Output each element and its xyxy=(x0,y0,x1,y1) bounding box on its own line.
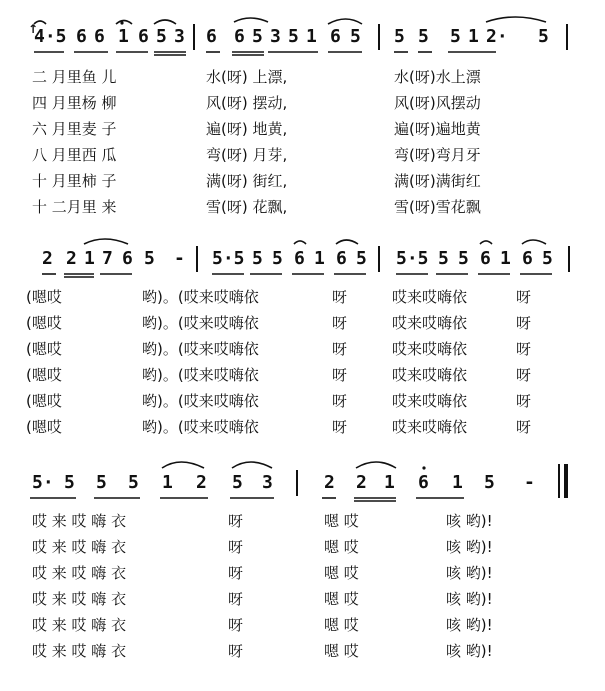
lyric-text: 嗯 哎 xyxy=(324,564,359,582)
notation-marks-3 xyxy=(0,462,605,506)
note: 5 xyxy=(484,472,495,493)
note: 6 xyxy=(206,26,217,47)
lyric-text: 风(呀)风摆动 xyxy=(394,94,481,112)
lyric-text: (嗯哎 xyxy=(26,314,62,332)
lyric-text: 咳 哟)! xyxy=(446,538,493,556)
note: 1 xyxy=(500,248,511,269)
lyric-text: 哎来哎嗨依 xyxy=(392,392,468,410)
lyric-text: 水(呀)水上漂 xyxy=(394,68,481,86)
lyric-text: 遍(呀) 地黄, xyxy=(206,120,288,138)
lyric-text: 哎 来 哎 嗨 衣 xyxy=(32,642,127,660)
note: 5 xyxy=(542,248,553,269)
note: 5 xyxy=(356,248,367,269)
lyric-text: 呀 xyxy=(332,340,348,358)
note: 5·5 xyxy=(212,248,245,269)
lyric-text: 十 二月里 来 xyxy=(32,198,117,216)
note: - xyxy=(174,248,185,269)
lyric-text: 呀 xyxy=(332,392,348,410)
note: 2 xyxy=(324,472,335,493)
lyric-text: 呀 xyxy=(516,418,532,436)
note: 5 xyxy=(64,472,75,493)
note: 6 xyxy=(122,248,133,269)
lyric-text: (嗯哎 xyxy=(26,392,62,410)
note: 1 xyxy=(84,248,95,269)
lyric-text: 水(呀) 上漂, xyxy=(206,68,288,86)
lyric-text: 呀 xyxy=(228,616,244,634)
note: 5 xyxy=(438,248,449,269)
lyric-text: 哎来哎嗨依 xyxy=(392,340,468,358)
lyric-text: 咳 哟)! xyxy=(446,616,493,634)
note: 5 xyxy=(128,472,139,493)
lyric-text: 咳 哟)! xyxy=(446,512,493,530)
note: 6 xyxy=(336,248,347,269)
lyric-text: 十 月里柿 子 xyxy=(32,172,117,190)
note: 5 xyxy=(288,26,299,47)
note: - xyxy=(524,472,535,493)
system-1 xyxy=(0,16,605,226)
note: 5 xyxy=(350,26,361,47)
note: 6 xyxy=(418,472,429,493)
lyric-text: 呀 xyxy=(332,288,348,306)
lyric-text: 哎来哎嗨依 xyxy=(392,314,468,332)
note: 2 xyxy=(42,248,53,269)
note: 5· xyxy=(32,472,54,493)
note: 2 xyxy=(196,472,207,493)
lyric-text: 呀 xyxy=(228,512,244,530)
lyric-text: 哟)。(哎来哎嗨依 xyxy=(142,314,259,332)
lyric-text: 哟)。(哎来哎嗨依 xyxy=(142,418,259,436)
lyric-text: 满(呀)满街红 xyxy=(394,172,481,190)
note: 1 xyxy=(468,26,479,47)
lyric-text: 满(呀) 街红, xyxy=(206,172,288,190)
lyric-text: 嗯 哎 xyxy=(324,642,359,660)
lyric-text: (嗯哎 xyxy=(26,340,62,358)
lyric-text: 八 月里西 瓜 xyxy=(32,146,117,164)
note: 2· xyxy=(486,26,508,47)
lyric-text: 呀 xyxy=(516,314,532,332)
note: 3 xyxy=(174,26,185,47)
system-3 xyxy=(0,462,605,677)
note: 1 xyxy=(314,248,325,269)
note: 5 xyxy=(252,248,263,269)
lyric-text: 呀 xyxy=(228,538,244,556)
lyric-text: 雪(呀) 花飘, xyxy=(206,198,288,216)
lyric-text: 二 月里鱼 儿 xyxy=(32,68,117,86)
lyric-text: 嗯 哎 xyxy=(324,538,359,556)
note: 3 xyxy=(262,472,273,493)
note: 1 xyxy=(162,472,173,493)
note: 7 xyxy=(102,248,113,269)
lyric-text: 弯(呀) 月芽, xyxy=(206,146,288,164)
note: 5 xyxy=(232,472,243,493)
lyric-text: 哟)。(哎来哎嗨依 xyxy=(142,392,259,410)
note: 4·5 xyxy=(34,26,67,47)
notation-line-3 xyxy=(0,462,605,504)
lyric-text: 哟)。(哎来哎嗨依 xyxy=(142,288,259,306)
note: 5 xyxy=(156,26,167,47)
note: 6 xyxy=(294,248,305,269)
note: 1 xyxy=(118,26,129,47)
notation-marks-2 xyxy=(0,238,605,282)
note: 5 xyxy=(252,26,263,47)
lyric-text: 哎 来 哎 嗨 衣 xyxy=(32,590,127,608)
lyric-text: 嗯 哎 xyxy=(324,590,359,608)
lyric-text: 呀 xyxy=(228,642,244,660)
lyric-text: 哎来哎嗨依 xyxy=(392,418,468,436)
lyric-text: (嗯哎 xyxy=(26,288,62,306)
lyric-text: 呀 xyxy=(332,418,348,436)
note: 2 xyxy=(356,472,367,493)
note: 5 xyxy=(458,248,469,269)
lyric-text: 呀 xyxy=(516,366,532,384)
note: 5 xyxy=(272,248,283,269)
lyric-text: 呀 xyxy=(516,392,532,410)
note: 1 xyxy=(452,472,463,493)
lyric-text: 哎 来 哎 嗨 衣 xyxy=(32,512,127,530)
system-2 xyxy=(0,238,605,448)
lyric-text: (嗯哎 xyxy=(26,418,62,436)
lyric-text: 雪(呀)雪花飘 xyxy=(394,198,481,216)
note: 6 xyxy=(522,248,533,269)
lyric-text: 呀 xyxy=(516,288,532,306)
lyric-text: (嗯哎 xyxy=(26,366,62,384)
lyric-text: 咳 哟)! xyxy=(446,564,493,582)
lyric-text: 呀 xyxy=(228,564,244,582)
lyric-text: 六 月里麦 子 xyxy=(32,120,117,138)
lyric-text: 哟)。(哎来哎嗨依 xyxy=(142,366,259,384)
note: 2 xyxy=(66,248,77,269)
note: 5 xyxy=(96,472,107,493)
lyric-text: 哎 来 哎 嗨 衣 xyxy=(32,538,127,556)
lyric-text: 四 月里杨 柳 xyxy=(32,94,117,112)
lyric-text: 哎 来 哎 嗨 衣 xyxy=(32,616,127,634)
note: 5 xyxy=(538,26,549,47)
note: 3 xyxy=(270,26,281,47)
lyric-text: 呀 xyxy=(332,314,348,332)
lyric-text: 哟)。(哎来哎嗨依 xyxy=(142,340,259,358)
note: 5·5 xyxy=(396,248,429,269)
note: 6 xyxy=(76,26,87,47)
note: 5 xyxy=(394,26,405,47)
lyric-text: 遍(呀)遍地黄 xyxy=(394,120,481,138)
lyric-text: 咳 哟)! xyxy=(446,590,493,608)
lyric-text: 哎来哎嗨依 xyxy=(392,366,468,384)
lyric-text: 嗯 哎 xyxy=(324,512,359,530)
note: 5 xyxy=(144,248,155,269)
note: 1 xyxy=(384,472,395,493)
lyric-text: 呀 xyxy=(228,590,244,608)
lyric-text: 哎 来 哎 嗨 衣 xyxy=(32,564,127,582)
note: 6 xyxy=(480,248,491,269)
note: 6 xyxy=(138,26,149,47)
note: 5 xyxy=(418,26,429,47)
lyric-text: 呀 xyxy=(516,340,532,358)
notation-line-2 xyxy=(0,238,605,280)
lyric-text: 弯(呀)弯月牙 xyxy=(394,146,481,164)
repeat-arrow-icon: ↑ xyxy=(28,22,39,36)
lyric-text: 哎来哎嗨依 xyxy=(392,288,468,306)
lyric-text: 呀 xyxy=(332,366,348,384)
note: 1 xyxy=(306,26,317,47)
note: 5 xyxy=(450,26,461,47)
notation-marks-1 xyxy=(0,16,605,60)
notation-line-1 xyxy=(0,16,605,58)
note: 6 xyxy=(330,26,341,47)
note: 6 xyxy=(234,26,245,47)
lyric-text: 嗯 哎 xyxy=(324,616,359,634)
lyric-text: 风(呀) 摆动, xyxy=(206,94,288,112)
note: 6 xyxy=(94,26,105,47)
lyric-text: 咳 哟)! xyxy=(446,642,493,660)
